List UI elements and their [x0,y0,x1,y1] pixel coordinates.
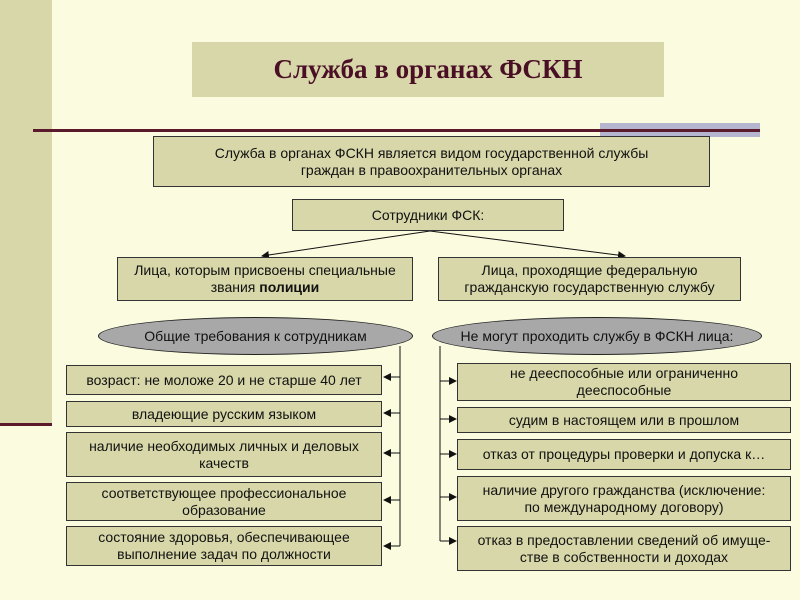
definition-box [153,136,710,187]
employees-box [292,199,564,231]
restriction-item [457,526,791,571]
restrictions-header: Не могут проходить службу в ФСКН лица: [432,317,762,355]
branch-left-box [117,257,413,301]
requirement-item-line-1: наличие необходимых личных и деловых [89,437,359,454]
restriction-item-line-1: отказ от процедуры проверки и допуска к… [482,446,766,462]
requirement-item [66,365,382,395]
requirement-item-line-1: возраст: не моложе 20 и не старше 40 лет [86,371,362,388]
restriction-item-line-1: не дееспособные или ограниченно [510,365,738,381]
restriction-item-line-2: по международному договору) [524,498,724,515]
branch-left-bold: полиции [259,279,320,295]
requirement-item [66,432,382,477]
page-title: Служба в органах ФСКН [192,42,664,97]
branch-right-line-2: гражданскую государственную службу [464,279,715,295]
requirement-item [66,482,382,521]
restriction-item [457,363,791,401]
restriction-item-line-1: отказ в предоставлении сведений об имуще- [477,531,771,548]
requirement-item-line-1: состояние здоровья, обеспечивающее [98,529,350,545]
branch-right-box [438,257,741,301]
restriction-item-line-1: судим в настоящем или в прошлом [508,411,740,428]
arrow-to-right-branch [430,231,625,256]
definition-line-1: Служба в органах ФСКН является видом государственной службы [214,144,649,161]
requirement-item [66,401,382,427]
branch-left-line-1: Лица, которым присвоены специальные [134,262,396,278]
branch-left-prefix: звания [210,279,260,295]
restriction-item-line-1: наличие другого гражданства (исключение: [482,481,766,498]
branch-right-line-1: Лица, проходящие федеральную [481,262,698,278]
arrow-to-left-branch [262,231,430,256]
employees-label: Сотрудники ФСК: [371,206,485,223]
requirement-item-line-2: образование [182,501,266,518]
branch-left-line-2 [211,279,320,296]
requirement-item-line-2: качеств [199,454,249,471]
restriction-item [457,407,791,433]
requirement-item-line-2: выполнение задач по должности [117,546,331,562]
requirement-item-line-1: владеющие русским языком [131,405,317,422]
requirements-header: Общие требования к сотрудникам [98,317,413,355]
restriction-item [457,439,791,470]
restriction-item-line-2: стве в собственности и доходах [519,548,729,565]
requirement-item-line-1: соответствующее профессиональное [101,484,347,501]
definition-line-2: граждан в правоохранительных органах [300,161,563,178]
restriction-item [457,476,791,521]
requirement-item [66,526,382,566]
restriction-item-line-2: дееспособные [576,382,672,398]
